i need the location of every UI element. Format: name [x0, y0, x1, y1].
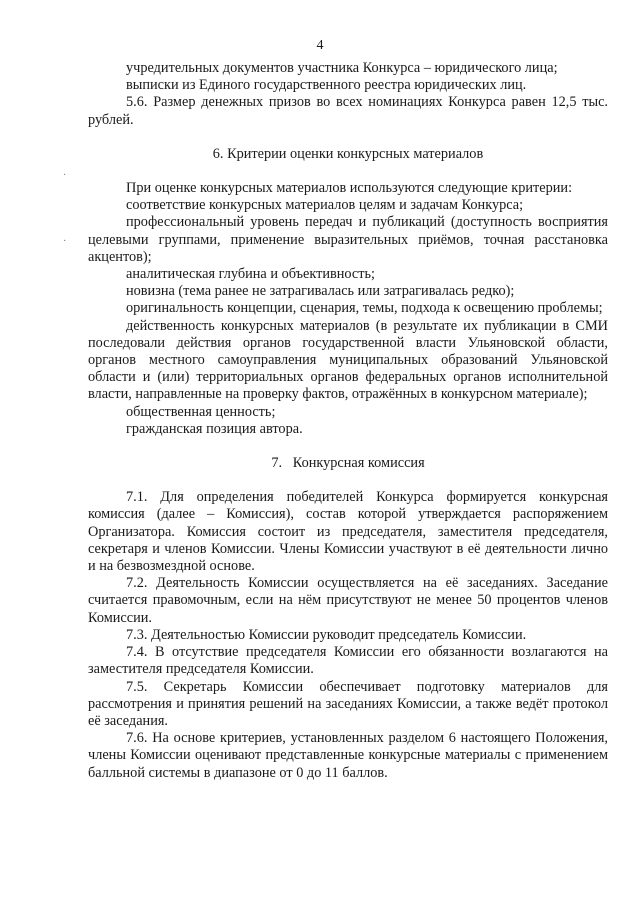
criteria-item: действенность конкурсных материалов (в результате их публикации в СМИ последовали действия органов государственной власти Ульяновской области, органов местного самоуправления муниципальных образований Ульяновской области и (или) территориальных органов федеральных органов исполнительной власти, направленные на проверку фактов, отражённых в конкурсном материале); — [88, 317, 608, 403]
margin-mark: · — [63, 170, 67, 181]
criteria-item: При оценке конкурсных материалов используются следующие критерии: — [126, 180, 573, 197]
criteria-item: новизна (тема ранее не затрагивалась или затрагивалась редко); — [126, 283, 515, 300]
criteria-item: соответствие конкурсных материалов целям и задачам Конкурса; — [126, 197, 524, 214]
document-body — [88, 60, 608, 782]
criteria-item: общественная ценность; — [126, 403, 276, 420]
criteria-item: профессиональный уровень передач и публикаций (доступность восприятия целевыми группами, применение выразительных приёмов, точная расстановка акцентов); — [88, 214, 608, 265]
clause-paragraph: 7.1. Для определения победителей Конкурса формируется конкурсная комиссия (далее – Комиссия), состав которой утверждается распоряжением Организатора. Комиссия состоит из председателя, заместителя председателя, секретаря и членов Комиссии. Члены Комиссии участвуют в её деятельности лично и на безвозмездной основе. — [88, 489, 608, 575]
section-heading: 6. Критерии оценки конкурсных материалов — [212, 145, 484, 162]
criteria-item: аналитическая глубина и объективность; — [126, 266, 376, 283]
margin-mark: · — [63, 236, 67, 247]
clause-paragraph: 7.4. В отсутствие председателя Комиссии его обязанности возлагаются на заместителя председателя Комиссии. — [88, 644, 608, 678]
section-heading: 7. Конкурсная комиссия — [271, 455, 425, 472]
clause-paragraph: 7.6. На основе критериев, установленных разделом 6 настоящего Положения, члены Комиссии оценивают представленные конкурсные материалы с применением балльной системы в диапазоне от 0 до 11 баллов. — [88, 730, 608, 781]
clause-paragraph: 7.5. Секретарь Комиссии обеспечивает подготовку материалов для рассмотрения и принятия решений на заседаниях Комиссии, а также ведёт протокол её заседания. — [88, 678, 608, 729]
paragraph: 5.6. Размер денежных призов во всех номинациях Конкурса равен 12,5 тыс. рублей. — [88, 94, 608, 128]
paragraph: учредительных документов участника Конкурса – юридического лица; — [126, 60, 558, 76]
page-number: 4 — [316, 38, 324, 53]
criteria-item: гражданская позиция автора. — [126, 420, 303, 437]
clause-paragraph: 7.3. Деятельностью Комиссии руководит председатель Комиссии. — [126, 626, 527, 643]
criteria-item: оригинальность концепции, сценария, темы, подхода к освещению проблемы; — [126, 300, 603, 317]
clause-paragraph: 7.2. Деятельность Комиссии осуществляется на её заседаниях. Заседание считается правомочным, если на нём присутствуют не менее 50 процентов членов Комиссии. — [88, 575, 608, 626]
paragraph: выписки из Единого государственного реестра юридических лиц. — [126, 77, 527, 94]
